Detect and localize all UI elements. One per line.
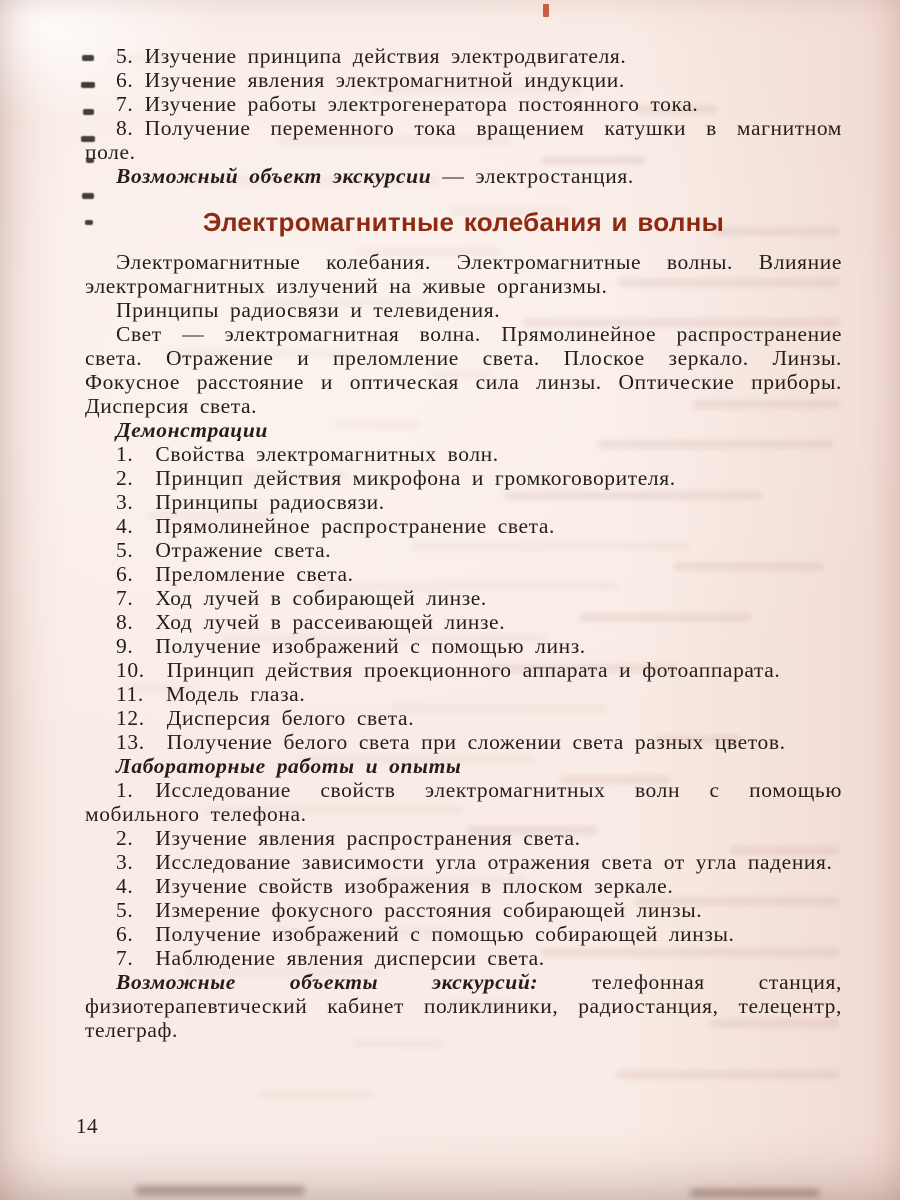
demonstration-item: 4. Прямолинейное распространение света. — [116, 514, 556, 538]
syllabus-item: 6. Изучение явления электромагнитной индукции. — [116, 68, 625, 92]
demonstration-item: 8. Ход лучей в рассеивающей линзе. — [116, 610, 506, 634]
demonstration-item: 13. Получение белого света при сложении света разных цветов. — [116, 730, 786, 754]
excursion-note — [85, 164, 842, 188]
excursion-label: Возможный объект экскурсии — [116, 164, 432, 188]
demonstration-item: 7. Ход лучей в собирающей линзе. — [116, 586, 487, 610]
lab-item: 6. Получение изображений с помощью собирающей линзы. — [116, 922, 735, 946]
labs-heading: Лабораторные работы и опыты — [116, 754, 462, 778]
demonstration-item: 9. Получение изображений с помощью линз. — [116, 634, 586, 658]
lab-item: 5. Измерение фокусного расстояния собирающей линзы. — [116, 898, 703, 922]
syllabus-item: 5. Изучение принципа действия электродвигателя. — [116, 44, 627, 68]
demonstration-item: 5. Отражение света. — [116, 538, 332, 562]
excursion-text: — электростанция. — [431, 164, 634, 188]
demonstration-item: 6. Преломление света. — [116, 562, 354, 586]
demonstration-item: 10. Принцип действия проекционного аппарата и фотоаппарата. — [116, 658, 781, 682]
paragraph: Свет — электромагнитная волна. Прямолинейное распространение света. Отражение и преломление света. Плоское зеркало. Линзы. Фокусное расстояние и оптическая сила линзы. Оптические приборы. Дисперсия света. — [85, 322, 842, 418]
demonstration-item: 3. Принципы радиосвязи. — [116, 490, 385, 514]
section-title: Электромагнитные колебания и волны — [202, 207, 725, 237]
red-mark — [543, 4, 549, 17]
lab-item: 4. Изучение свойств изображения в плоском зеркале. — [116, 874, 674, 898]
paragraph: Принципы радиосвязи и телевидения. — [116, 298, 501, 322]
syllabus-item: 7. Изучение работы электрогенератора постоянного тока. — [116, 92, 699, 116]
page-content — [85, 44, 842, 1042]
lab-item: 2. Изучение явления распространения света. — [116, 826, 581, 850]
demonstrations-heading: Демонстрации — [116, 418, 268, 442]
lab-item: 3. Исследование зависимости угла отражения света от угла падения. — [116, 850, 833, 874]
syllabus-item: 8. Получение переменного тока вращением катушки в магнитном поле. — [85, 116, 842, 164]
demonstration-item: 2. Принцип действия микрофона и громкоговорителя. — [116, 466, 676, 490]
demonstration-item: 1. Свойства электромагнитных волн. — [116, 442, 499, 466]
lab-item: 1. Исследование свойств электромагнитных волн с помощью мобильного телефона. — [85, 778, 842, 826]
excursions-note — [85, 970, 842, 1042]
lab-item: 7. Наблюдение явления дисперсии света. — [116, 946, 545, 970]
demonstration-item: 12. Дисперсия белого света. — [116, 706, 415, 730]
bottom-smudge — [690, 1189, 820, 1197]
bottom-smudge — [135, 1186, 305, 1195]
paragraph: Электромагнитные колебания. Электромагнитные волны. Влияние электромагнитных излучений на живые организмы. — [85, 250, 842, 298]
excursions-label: Возможные объекты экскурсий: — [116, 970, 539, 994]
excursions-text: телефонная станция, физиотерапевтический кабинет поликлиники, радиостанция, телецентр, телеграф. — [85, 970, 842, 1042]
page-number: 14 — [76, 1114, 98, 1138]
demonstration-item: 11. Модель глаза. — [116, 682, 306, 706]
